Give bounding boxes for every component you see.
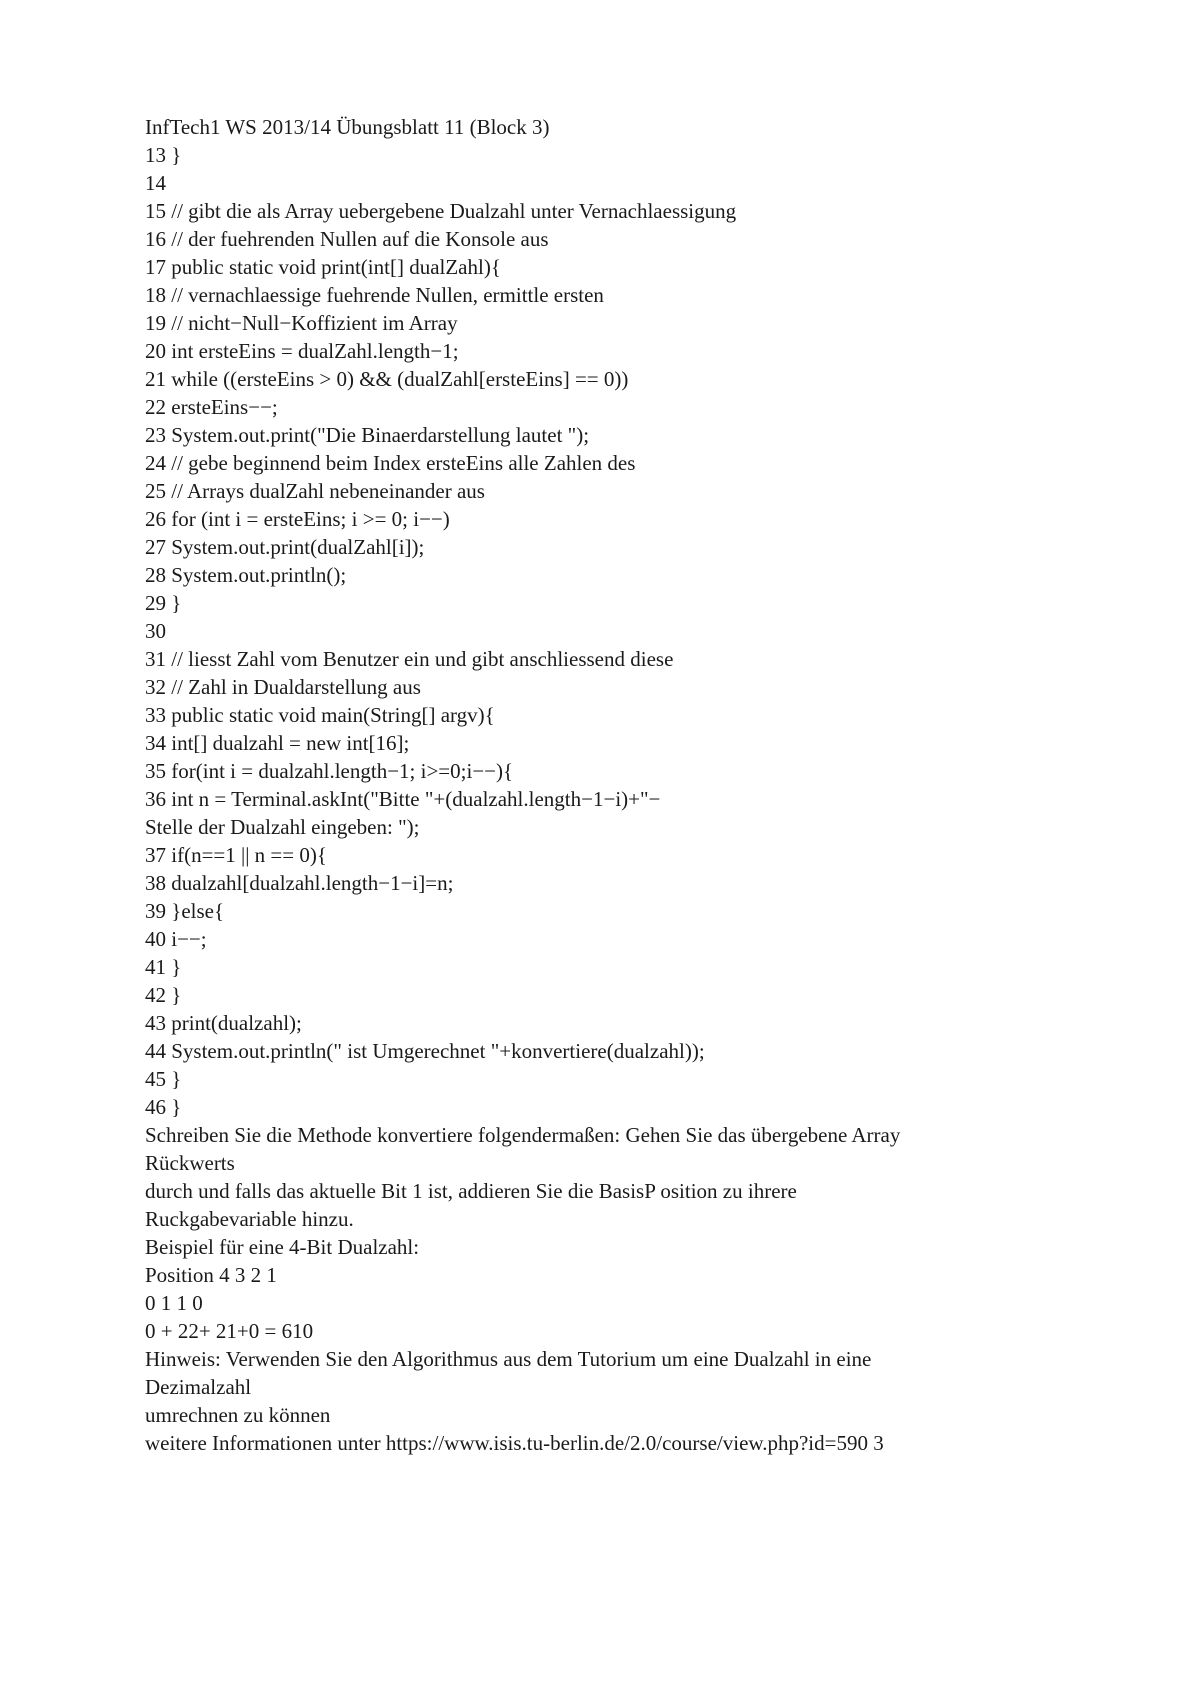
code-line: 45 } bbox=[145, 1067, 182, 1091]
code-line: 31 // liesst Zahl vom Benutzer ein und gibt anschliessend diese bbox=[145, 647, 674, 671]
code-line: 17 public static void print(int[] dualZahl){ bbox=[145, 255, 501, 279]
code-line: 18 // vernachlaessige fuehrende Nullen, ermittle ersten bbox=[145, 283, 604, 307]
code-line: 30 bbox=[145, 619, 166, 643]
text-line: Beispiel für eine 4-Bit Dualzahl: bbox=[145, 1235, 420, 1259]
code-line: 21 while ((ersteEins > 0) && (dualZahl[ersteEins] == 0)) bbox=[145, 367, 629, 391]
code-line: 44 System.out.println(" ist Umgerechnet "+konvertiere(dualzahl)); bbox=[145, 1039, 705, 1063]
code-line: 35 for(int i = dualzahl.length−1; i>=0;i−−){ bbox=[145, 759, 514, 783]
code-line: 20 int ersteEins = dualZahl.length−1; bbox=[145, 339, 459, 363]
text-line: 0 1 1 0 bbox=[145, 1291, 203, 1315]
code-line: 19 // nicht−Null−Koffizient im Array bbox=[145, 311, 458, 335]
code-line: 14 bbox=[145, 171, 166, 195]
code-line: 46 } bbox=[145, 1095, 182, 1119]
code-line: 13 } bbox=[145, 143, 182, 167]
code-line: 28 System.out.println(); bbox=[145, 563, 347, 587]
code-line: 15 // gibt die als Array uebergebene Dualzahl unter Vernachlaessigung bbox=[145, 199, 737, 223]
code-line: 37 if(n==1 || n == 0){ bbox=[145, 843, 327, 867]
code-line: 34 int[] dualzahl = new int[16]; bbox=[145, 731, 410, 755]
document-header: InfTech1 WS 2013/14 Übungsblatt 11 (Block 3) bbox=[145, 115, 550, 139]
code-line: 23 System.out.print("Die Binaerdarstellung lautet "); bbox=[145, 423, 590, 447]
code-line: 24 // gebe beginnend beim Index ersteEins alle Zahlen des bbox=[145, 451, 636, 475]
code-line: 39 }else{ bbox=[145, 899, 225, 923]
text-line: Ruckgabevariable hinzu. bbox=[145, 1207, 354, 1231]
code-line: 16 // der fuehrenden Nullen auf die Konsole aus bbox=[145, 227, 549, 251]
code-line: 43 print(dualzahl); bbox=[145, 1011, 302, 1035]
code-line: 27 System.out.print(dualZahl[i]); bbox=[145, 535, 425, 559]
text-line: Rückwerts bbox=[145, 1151, 235, 1175]
code-line: 25 // Arrays dualZahl nebeneinander aus bbox=[145, 479, 485, 503]
code-line: 41 } bbox=[145, 955, 182, 979]
link-line: weitere Informationen unter https://www.isis.tu-berlin.de/2.0/course/view.php?id=590 3 bbox=[145, 1431, 884, 1455]
text-line: Position 4 3 2 1 bbox=[145, 1263, 277, 1287]
text-line: 0 + 22+ 21+0 = 610 bbox=[145, 1319, 314, 1343]
code-line: 42 } bbox=[145, 983, 182, 1007]
code-line: 40 i−−; bbox=[145, 927, 207, 951]
code-line: 26 for (int i = ersteEins; i >= 0; i−−) bbox=[145, 507, 450, 531]
code-line: 33 public static void main(String[] argv){ bbox=[145, 703, 495, 727]
code-line: 29 } bbox=[145, 591, 182, 615]
code-line: 38 dualzahl[dualzahl.length−1−i]=n; bbox=[145, 871, 454, 895]
text-line: Hinweis: Verwenden Sie den Algorithmus aus dem Tutorium um eine Dualzahl in eine bbox=[145, 1347, 872, 1371]
code-line: 32 // Zahl in Dualdarstellung aus bbox=[145, 675, 421, 699]
code-line: 22 ersteEins−−; bbox=[145, 395, 278, 419]
text-line: Dezimalzahl bbox=[145, 1375, 252, 1399]
document-content bbox=[145, 113, 1145, 1457]
text-line: durch und falls das aktuelle Bit 1 ist, addieren Sie die BasisP osition zu ihrere bbox=[145, 1179, 797, 1203]
code-line: 36 int n = Terminal.askInt("Bitte "+(dualzahl.length−1−i)+"− bbox=[145, 787, 661, 811]
text-line: umrechnen zu können bbox=[145, 1403, 331, 1427]
code-line: Stelle der Dualzahl eingeben: "); bbox=[145, 815, 420, 839]
text-line: Schreiben Sie die Methode konvertiere folgendermaßen: Gehen Sie das übergebene Array bbox=[145, 1123, 901, 1147]
